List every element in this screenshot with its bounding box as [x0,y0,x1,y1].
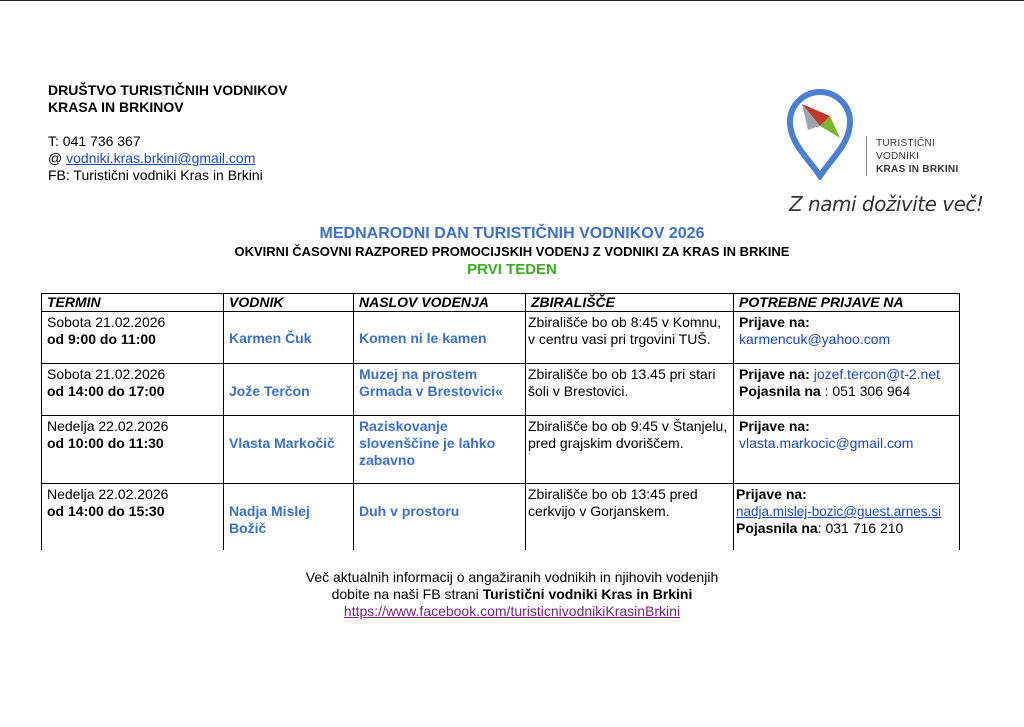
row-meeting-point: Zbirališče bo ob 13.45 pri stari šoli v Brestovici. [526,364,734,416]
logo-line3: KRAS IN BRKINI [876,164,959,175]
header-vodnik: VODNIK [224,294,354,312]
signup-label: Prijave na: [739,418,810,434]
row-time: od 14:00 do 15:30 [47,503,165,519]
row-date: Sobota 21.02.2026 [47,366,166,382]
row-guide: Karmen Čuk [224,312,354,364]
main-title: MEDNARODNI DAN TURISTIČNIH VODNIKOV 2026 [319,225,705,242]
footer-fb-name: Turistični vodniki Kras in Brkini [482,586,693,602]
row-signup [734,484,960,550]
row-signup [734,312,960,364]
signup-contact-link[interactable]: nadja.mislej-bozic@guest.arnes.si [736,504,942,519]
row-time: od 14:00 do 17:00 [47,383,165,399]
signup-label: Prijave na: [739,314,810,330]
row-signup [734,416,960,484]
row-time: od 10:00 do 11:30 [47,435,164,451]
row-date: Sobota 21.02.2026 [47,314,166,330]
org-name-line2: KRASA IN BRKINOV [48,99,184,115]
org-email-link[interactable]: vodniki.kras.brkini@gmail.com [66,150,256,166]
row-guide: Vlasta Markočič [224,416,354,484]
row-guide: Nadja Mislej Božič [224,484,354,550]
header-zbiralisce: ZBIRALIŠČE [526,294,734,312]
table-header-row [42,294,960,312]
row-termin [42,312,224,364]
info-phone: : 051 306 964 [820,383,911,399]
logo-brand-text [876,137,959,176]
footer-line2 [0,586,1024,603]
week-title: PRVI TEDEN [467,261,557,278]
top-border-line [0,0,1024,1]
logo-line2: VODNIKI [876,151,920,162]
signup-contact-link[interactable]: vlasta.markocic@gmail.com [739,435,914,451]
footer-facebook-link[interactable]: https://www.facebook.com/turisticnivodnikiKrasinBrkini [343,603,681,619]
footer-info [0,569,1024,620]
row-signup [734,364,960,416]
document-titles [0,224,1024,280]
info-phone: : 031 716 210 [817,520,904,536]
email-prefix: @ [48,150,67,166]
org-email-line [48,150,288,167]
row-tour-title: Muzej na prostem Grmada v Brestovici« [354,364,526,416]
row-tour-title: Komen ni le kamen [354,312,526,364]
footer-line2-prefix: dobite na naši FB strani [331,586,483,602]
map-pin-compass-icon [780,80,860,180]
org-phone: T: 041 736 367 [48,133,141,149]
header-naslov: NASLOV VODENJA [354,294,526,312]
row-termin [42,416,224,484]
info-label: Pojasnila na [739,383,821,399]
logo-line1: TURISTIČNI [876,138,936,149]
row-time: od 9:00 do 11:00 [47,331,156,347]
footer-line1: Več aktualnih informacij o angažiranih vodnikih in njihovih vodenjih [305,569,719,585]
signup-label: Prijave na: [739,366,810,382]
table-row [42,484,960,550]
row-tour-title: Raziskovanje slovenščine je lahko zabavno [354,416,526,484]
row-meeting-point: Zbirališče bo ob 8:45 v Komnu, v centru vasi pri trgovini TUŠ. [526,312,734,364]
row-meeting-point: Zbirališče bo ob 13:45 pred cerkvijo v Gorjanskem. [526,484,734,550]
subtitle: OKVIRNI ČASOVNI RAZPORED PROMOCIJSKIH VODENJ Z VODNIKI ZA KRAS IN BRKINE [234,244,790,259]
org-name-line1: DRUŠTVO TURISTIČNIH VODNIKOV [48,82,288,98]
row-termin [42,484,224,550]
header-termin: TERMIN [42,294,224,312]
logo-divider [866,136,867,176]
row-meeting-point: Zbirališče bo ob 9:45 v Štanjelu, pred grajskim dvoriščem. [526,416,734,484]
table-row [42,416,960,484]
signup-label: Prijave na: [736,486,807,502]
schedule-table [41,293,960,550]
signup-contact-link[interactable]: karmencuk@yahoo.com [739,331,891,347]
row-date: Nedelja 22.02.2026 [47,486,169,502]
logo [780,80,984,220]
header-prijave: POTREBNE PRIJAVE NA [734,294,960,312]
info-label: Pojasnila na [736,520,818,536]
table-row [42,364,960,416]
row-termin [42,364,224,416]
table-row [42,312,960,364]
signup-contact-link[interactable]: jozef.tercon@t-2.net [813,366,940,382]
org-facebook: FB: Turistični vodniki Kras in Brkini [48,167,263,183]
organization-header [48,82,288,184]
row-date: Nedelja 22.02.2026 [47,418,169,434]
row-guide: Jože Terčon [224,364,354,416]
row-tour-title: Duh v prostoru [354,484,526,550]
logo-slogan: Z nami doživite več! [789,192,984,216]
